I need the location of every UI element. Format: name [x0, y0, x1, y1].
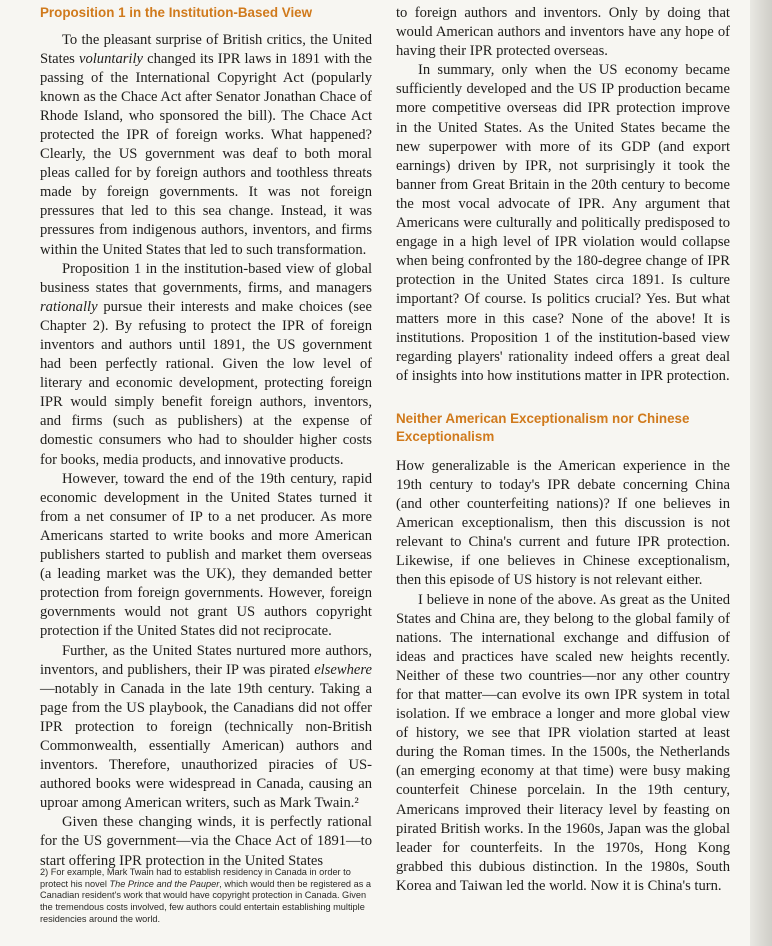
paragraph: [396, 4, 730, 61]
text-run: , which would then be registered as a Canadian resident's work that would have copyright protection in Canada. Given the tremendous costs involved, few authors could entertain establishing multiple residencies around the world.: [40, 878, 371, 924]
text-run: changed its IPR laws in 1891 with the passing of the International Copyright Act (popularly known as the Chace Act after Senator Jonathan Chace of Rhode Island, who sponsored the bill). The Chace Act protected the IPR of foreign works. What happened? Clearly, the US government was deaf to both moral pleas called for by foreign authors and toothless threats made by foreign governments. It was not foreign pressures that led to this sea change. Instead, it was pressures from indigenous authors, inventors, and firms within the United States that led to such transformation.: [40, 50, 372, 258]
text-run: To the pleasant surprise of British critics, the United States: [40, 31, 372, 67]
right-column: [396, 4, 730, 896]
italic-text: voluntarily: [78, 50, 144, 67]
text-run: pursue their interests and make choices (see Chapter 2). By refusing to protect the IPR of foreign inventors and authors until 1891, the US government had been perfectly rational. Given the low level of literary and economic development, protecting foreign IPR would simply benefit foreign authors, inventors, and firms (such as publishers) at the expense of domestic consumers who had to shoulder higher costs for books, media products, and innovative products.: [40, 298, 372, 468]
footnote-text: [40, 867, 371, 924]
paragraph: [40, 813, 372, 870]
text-run: 2) For example, Mark Twain had to establish residency in Canada in order to protect his novel: [40, 867, 351, 889]
footnote: [40, 867, 372, 926]
paragraph: [396, 591, 730, 897]
paragraph: [396, 61, 730, 386]
left-column: [40, 4, 372, 871]
paragraph: [40, 470, 372, 642]
section-heading-proposition-1: Proposition 1 in the Institution-Based View: [40, 5, 313, 20]
page-edge-shadow: [750, 0, 772, 946]
text-run: I believe in none of the above. As great as the United States and China are, they belong to the global family of nations. The international exchange and diffusion of ideas and practices have scaled new heights recently. Neither of these two countries—nor any other country for that matter—can evolve its own IPR system in total isolation. If we embrace a longer and more global view of history, we see that IPR violation started at least during the Roman times. In the 1500s, the Netherlands (an emerging economy at that time) were busy making counterfeit Chinese porcelain. In the 19th century, Americans improved their literacy level by feasting on pirated British works. In the 1960s, Japan was the global leader for counterfeits. In the 1970s, Hong Kong grabbed this dubious distinction. In the 1980s, South Korea and Taiwan led the world. Now it is China's turn.: [396, 591, 730, 894]
italic-text: The Prince and the Pauper: [109, 878, 220, 889]
text-run: However, toward the end of the 19th century, rapid economic development in the United States turned it from a net consumer of IP to a net producer. As more Americans started to write books and more American publishers started to publish and market them overseas (a leading market was the UK), they demanded better protection from foreign governments. However, foreign governments would not grant US authors copyright protection if the United States did not reciprocate.: [40, 470, 372, 640]
paragraph: [40, 642, 372, 814]
paragraph: [396, 457, 730, 591]
right-paragraphs-bottom: [396, 457, 730, 896]
section-heading-exceptionalism: Neither American Exceptionalism nor Chinese Exceptionalism: [396, 410, 690, 445]
paragraph: [40, 260, 372, 470]
text-run: —notably in Canada in the late 19th century. Taking a page from the US playbook, the Canadians did not offer IPR protection to foreign (technically non-British Commonwealth, essentially American) authors and inventors. Therefore, unauthorized piracies of US-authored books were widespread in Canada, causing an uproar among American writers, such as Mark Twain.²: [40, 680, 372, 812]
paragraph: [40, 31, 372, 260]
italic-text: elsewhere: [314, 661, 372, 678]
left-paragraphs: [40, 31, 372, 871]
text-run: In summary, only when the US economy became sufficiently developed and the US IP production became more competitive overseas did IPR protection improve in the United States. As the United States became the new superpower with more of its GDP (and export earnings) driven by IPR, not surprisingly it took the banner from Great Britain in the 20th century to become the most vocal advocate of IPR. Any argument that Americans were culturally and politically predisposed to engage in a high level of IPR violation would collapse when being confronted by the 180-degree change of IPR protection in the United States circa 1891. Is culture important? Of course. Is politics crucial? Yes. But what matters more in this case? None of the above! It is institutions. Proposition 1 of the institution-based view regarding players' rationality indeed offers a great deal of insights into how institutions matter in IPR protection.: [396, 62, 730, 384]
right-paragraphs-top: [396, 4, 730, 386]
text-run: Proposition 1 in the institution-based view of global business states that governments, firms, and managers: [40, 260, 372, 296]
italic-text: rationally: [40, 298, 98, 315]
text-run: Further, as the United States nurtured more authors, inventors, and publishers, their IP was pirated: [40, 642, 372, 678]
text-run: to foreign authors and inventors. Only by doing that would American authors and inventors have any hope of having their IPR protected overseas.: [396, 5, 730, 60]
text-run: Given these changing winds, it is perfectly rational for the US government—via the Chace Act of 1891—to start offering IPR protection in the United States: [40, 814, 372, 869]
text-run: How generalizable is the American experience in the 19th century to today's IPR debate concerning China (and other counterfeiting nations)? If one believes in American exceptionalism, then this discussion is not relevant to China's current and future IPR protection. Likewise, if one believes in Chinese exceptionalism, then this episode of US history is not relevant either.: [396, 457, 730, 589]
